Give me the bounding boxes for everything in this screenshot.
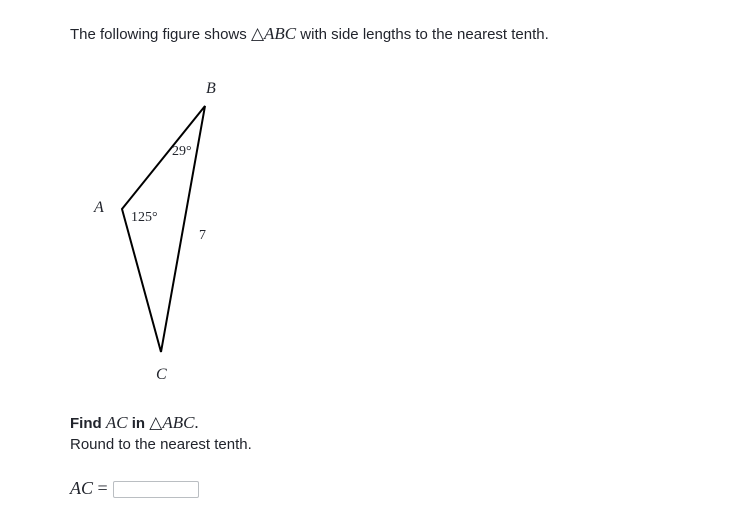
triangle-abc [122, 106, 205, 352]
answer-equals: = [93, 477, 108, 498]
angle-a-label: 125° [131, 210, 158, 225]
angle-b-label: 29° [172, 144, 192, 159]
question-triangle-name: ABC [162, 413, 195, 432]
answer-variable: AC [70, 477, 94, 498]
in-word: in [127, 415, 150, 432]
question-triangle-symbol: △ [149, 413, 163, 432]
answer-input[interactable] [113, 481, 199, 498]
prompt-text-before: The following figure shows [70, 26, 251, 43]
answer-row [70, 477, 199, 499]
question-find [70, 413, 199, 434]
question-period: . [194, 413, 199, 432]
answer-label [70, 478, 108, 499]
prompt-text-after: with side lengths to the nearest tenth. [296, 26, 549, 43]
vertex-c-label: C [156, 366, 167, 383]
find-target: AC [105, 413, 128, 432]
vertex-a-label: A [94, 199, 104, 216]
triangle-symbol: △ [250, 24, 265, 43]
triangle-name: ABC [264, 24, 297, 43]
side-bc-label: 7 [199, 228, 206, 243]
vertex-b-label: B [206, 80, 216, 97]
rounding-instruction: Round to the nearest tenth. [70, 436, 252, 453]
find-word: Find [70, 415, 106, 432]
